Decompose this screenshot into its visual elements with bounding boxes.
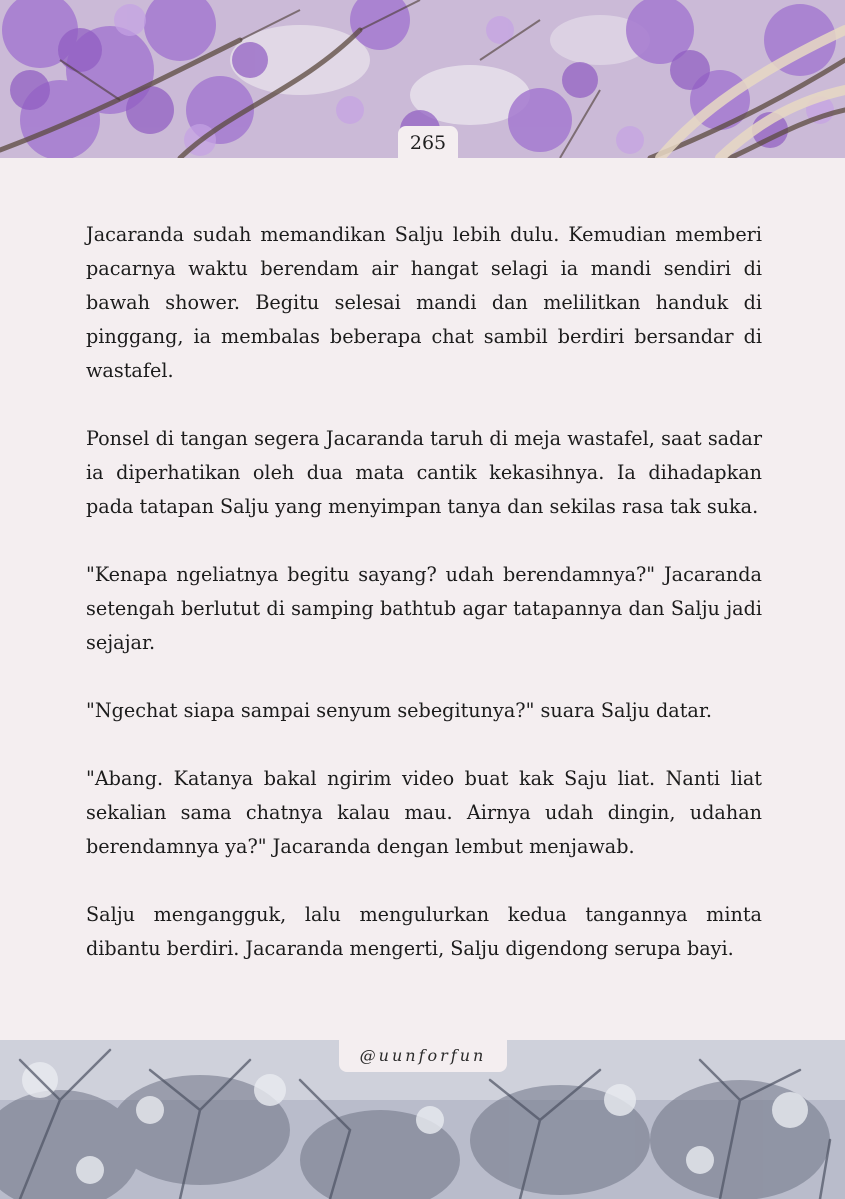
paragraph: "Abang. Katanya bakal ngirim video buat kak Saju liat. Nanti liat sekalian sama chatnya kalau mau. Airnya udah dingin, udahan berendamnya ya?" Jacaranda dengan lembut menjawab. <box>86 767 762 858</box>
paragraph: "Kenapa ngeliatnya begitu sayang? udah berendamnya?" Jacaranda setengah berlutut di samping bathtub agar tatapannya dan Salju jadi sejajar. <box>86 563 762 654</box>
paragraph: Ponsel di tangan segera Jacaranda taruh di meja wastafel, saat sadar ia diperhatikan oleh dua mata cantik kekasihnya. Ia dihadapkan pada tatapan Salju yang menyimpan tanya dan sekilas rasa tak suka. <box>86 427 762 518</box>
paragraph: Salju mengangguk, lalu mengulurkan kedua tangannya minta dibantu berdiri. Jacaranda mengerti, Salju digendong serupa bayi. <box>86 903 762 960</box>
paragraph: "Ngechat siapa sampai senyum sebegitunya?" suara Salju datar. <box>86 699 713 722</box>
page-number: 265 <box>398 126 458 160</box>
chapter-body <box>86 218 762 1000</box>
author-handle: @uunforfun <box>339 1038 507 1072</box>
paragraph: Jacaranda sudah memandikan Salju lebih dulu. Kemudian memberi pacarnya waktu berendam air hangat selagi ia mandi sendiri di bawah shower. Begitu selesai mandi dan melilitkan handuk di pinggang, ia membalas beberapa chat sambil berdiri bersandar di wastafel. <box>86 223 762 382</box>
